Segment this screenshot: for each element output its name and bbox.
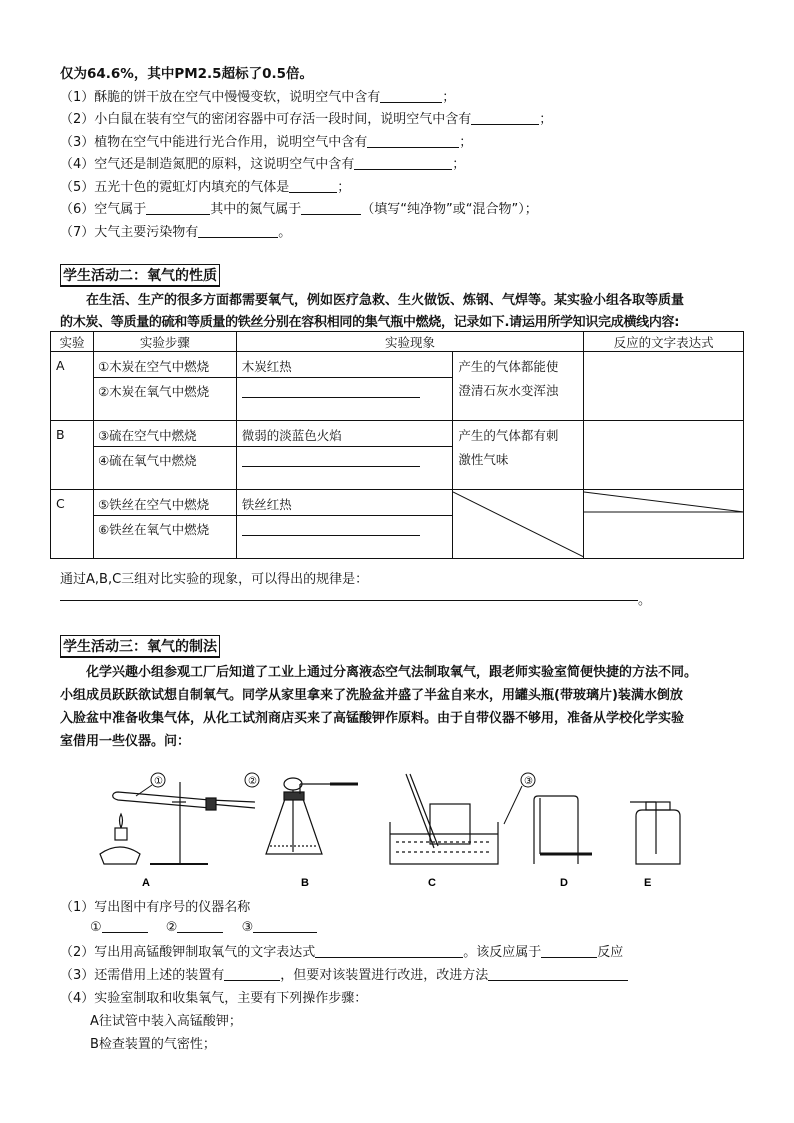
step-text: ③硫在空气中燃烧	[97, 428, 197, 443]
answer-blank[interactable]	[354, 155, 452, 170]
activity3-question-2: （2）写出用高锰酸钾制取氧气的文字表达式 。该反应属于 反应	[60, 945, 624, 960]
activity2-paragraph-line2: 的木炭、等质量的硫和等质量的铁丝分别在容积相同的集气瓶中燃烧，记录如下.请运用所学知识完成横线内容:	[60, 315, 680, 330]
step-text: ④硫在氧气中燃烧	[97, 453, 197, 468]
question-3: （3）植物在空气中能进行光合作用，说明空气中含有 ；	[60, 135, 473, 150]
activity3-question-1-blanks: ① ② ③	[90, 918, 317, 935]
observation-text: 微弱的淡蓝色火焰	[241, 428, 342, 443]
intro-line: 仅为64.6%，其中PM2.5超标了0.5倍。	[60, 66, 313, 82]
figure-label-a: A	[142, 877, 150, 889]
apparatus-e-upward-collection	[630, 802, 680, 864]
apparatus-b-conical-flask	[266, 778, 358, 854]
marker-3-label: ③	[524, 776, 533, 787]
activity3-paragraph-line: 室借用一些仪器。问：	[60, 734, 191, 749]
activity3-question-4: （4）实验室制取和收集氧气，主要有下列操作步骤：	[60, 991, 368, 1006]
section-title-activity3: 学生活动三：氧气的制法	[60, 635, 220, 658]
apparatus-figure	[90, 764, 710, 894]
observation-text: 木炭红热	[241, 359, 292, 374]
step-text: ①木炭在空气中燃烧	[97, 359, 210, 374]
conclusion-prompt: 通过A,B,C三组对比实验的现象，可以得出的规律是：	[60, 572, 369, 587]
header-equation: 反应的文字表达式	[584, 332, 744, 352]
question-7: （7）大气主要污染物有 。	[60, 225, 292, 240]
activity3-question-1: （1）写出图中有序号的仪器名称	[60, 900, 251, 915]
step-text: ⑤铁丝在空气中燃烧	[97, 497, 210, 512]
answer-blank[interactable]	[488, 966, 628, 981]
activity3-question-3: （3）还需借用上述的装置有 ，但要对该装置进行改进，改进方法	[60, 964, 628, 983]
answer-blank[interactable]	[367, 133, 459, 148]
answer-blank[interactable]	[177, 918, 223, 933]
marker-2-label: ②	[248, 776, 257, 787]
conclusion-period: 。	[638, 593, 652, 608]
step-text: ⑥铁丝在氧气中燃烧	[97, 522, 210, 537]
note-text: 产生的气体都有刺	[458, 428, 559, 443]
answer-blank[interactable]	[102, 918, 148, 933]
crossed-cell	[453, 490, 584, 559]
experiment-table	[50, 331, 744, 559]
answer-blank[interactable]	[198, 223, 278, 238]
observation-text: 铁丝红热	[241, 497, 292, 512]
answer-blank[interactable]	[315, 943, 463, 958]
step-item: B检查装置的气密性；	[90, 1037, 216, 1052]
diagonal-strike	[584, 490, 744, 559]
question-1: （1）酥脆的饼干放在空气中慢慢变软，说明空气中含有 ；	[60, 90, 456, 105]
note-text: 澄清石灰水变浑浊	[458, 383, 559, 398]
answer-blank[interactable]	[146, 200, 210, 215]
answer-blank[interactable]	[471, 110, 539, 125]
crossed-equation-cell	[584, 490, 744, 559]
section-title-activity2: 学生活动二：氧气的性质	[60, 264, 220, 287]
activity3-paragraph-line: 小组成员跃跃欲试想自制氧气。同学从家里拿来了洗脸盆并盛了半盆自来水，用罐头瓶(带玻璃片)装满水倒放	[60, 688, 683, 703]
conclusion-blank[interactable]	[60, 600, 638, 601]
observation-blank[interactable]	[242, 397, 420, 398]
table-row	[51, 490, 744, 559]
answer-blank[interactable]	[253, 918, 317, 933]
figure-label-c: C	[428, 877, 436, 889]
apparatus-d-downward-collection	[534, 796, 592, 864]
header-phenomena: 实验现象	[236, 332, 583, 352]
activity3-paragraph-line: 化学兴趣小组参观工厂后知道了工业上通过分离液态空气法制取氧气，跟老师实验室简便快捷的方法不同。	[86, 665, 698, 680]
question-6: （6）空气属于 其中的氮气属于 （填写“纯净物”或“混合物”）；	[60, 202, 538, 217]
step-item: A往试管中装入高锰酸钾；	[90, 1014, 242, 1029]
observation-blank[interactable]	[242, 466, 420, 467]
answer-blank[interactable]	[541, 943, 597, 958]
marker-1-label: ①	[154, 776, 163, 787]
answer-blank[interactable]	[224, 966, 280, 981]
activity3-paragraph-line: 入脸盆中准备收集气体，从化工试剂商店买来了高锰酸钾作原料。由于自带仪器不够用，准备从学校化学实验	[60, 711, 685, 726]
question-4: （4）空气还是制造氮肥的原料，这说明空气中含有 ；	[60, 157, 466, 172]
table-row	[51, 352, 744, 421]
answer-blank[interactable]	[380, 88, 442, 103]
answer-blank[interactable]	[289, 178, 337, 193]
equation-cell[interactable]	[584, 352, 744, 421]
figure-label-e: E	[644, 877, 652, 889]
header-steps: 实验步骤	[93, 332, 236, 352]
question-5: （5）五光十色的霓虹灯内填充的气体是 ；	[60, 180, 351, 195]
figure-label-b: B	[301, 877, 309, 889]
diagonal-strike	[453, 490, 584, 559]
note-text: 产生的气体都能使	[458, 359, 559, 374]
note-text: 激性气味	[458, 452, 509, 467]
activity2-paragraph-line1: 在生活、生产的很多方面都需要氧气，例如医疗急救、生火做饭、炼钢、气焊等。某实验小组各取等质量	[86, 293, 685, 308]
row-label: C	[51, 490, 94, 559]
answer-blank[interactable]	[301, 200, 361, 215]
step-text: ②木炭在氧气中燃烧	[97, 384, 210, 399]
apparatus-c-water-trough	[390, 774, 498, 864]
apparatus-a-test-tube-heating	[100, 782, 255, 864]
table-row	[51, 421, 744, 490]
row-label: A	[51, 352, 94, 421]
observation-blank[interactable]	[242, 535, 420, 536]
question-2: （2）小白鼠在装有空气的密闭容器中可存活一段时间，说明空气中含有 ；	[60, 112, 553, 127]
header-experiment: 实验	[51, 332, 94, 352]
equation-cell[interactable]	[584, 421, 744, 490]
figure-label-d: D	[560, 877, 568, 889]
row-label: B	[51, 421, 94, 490]
